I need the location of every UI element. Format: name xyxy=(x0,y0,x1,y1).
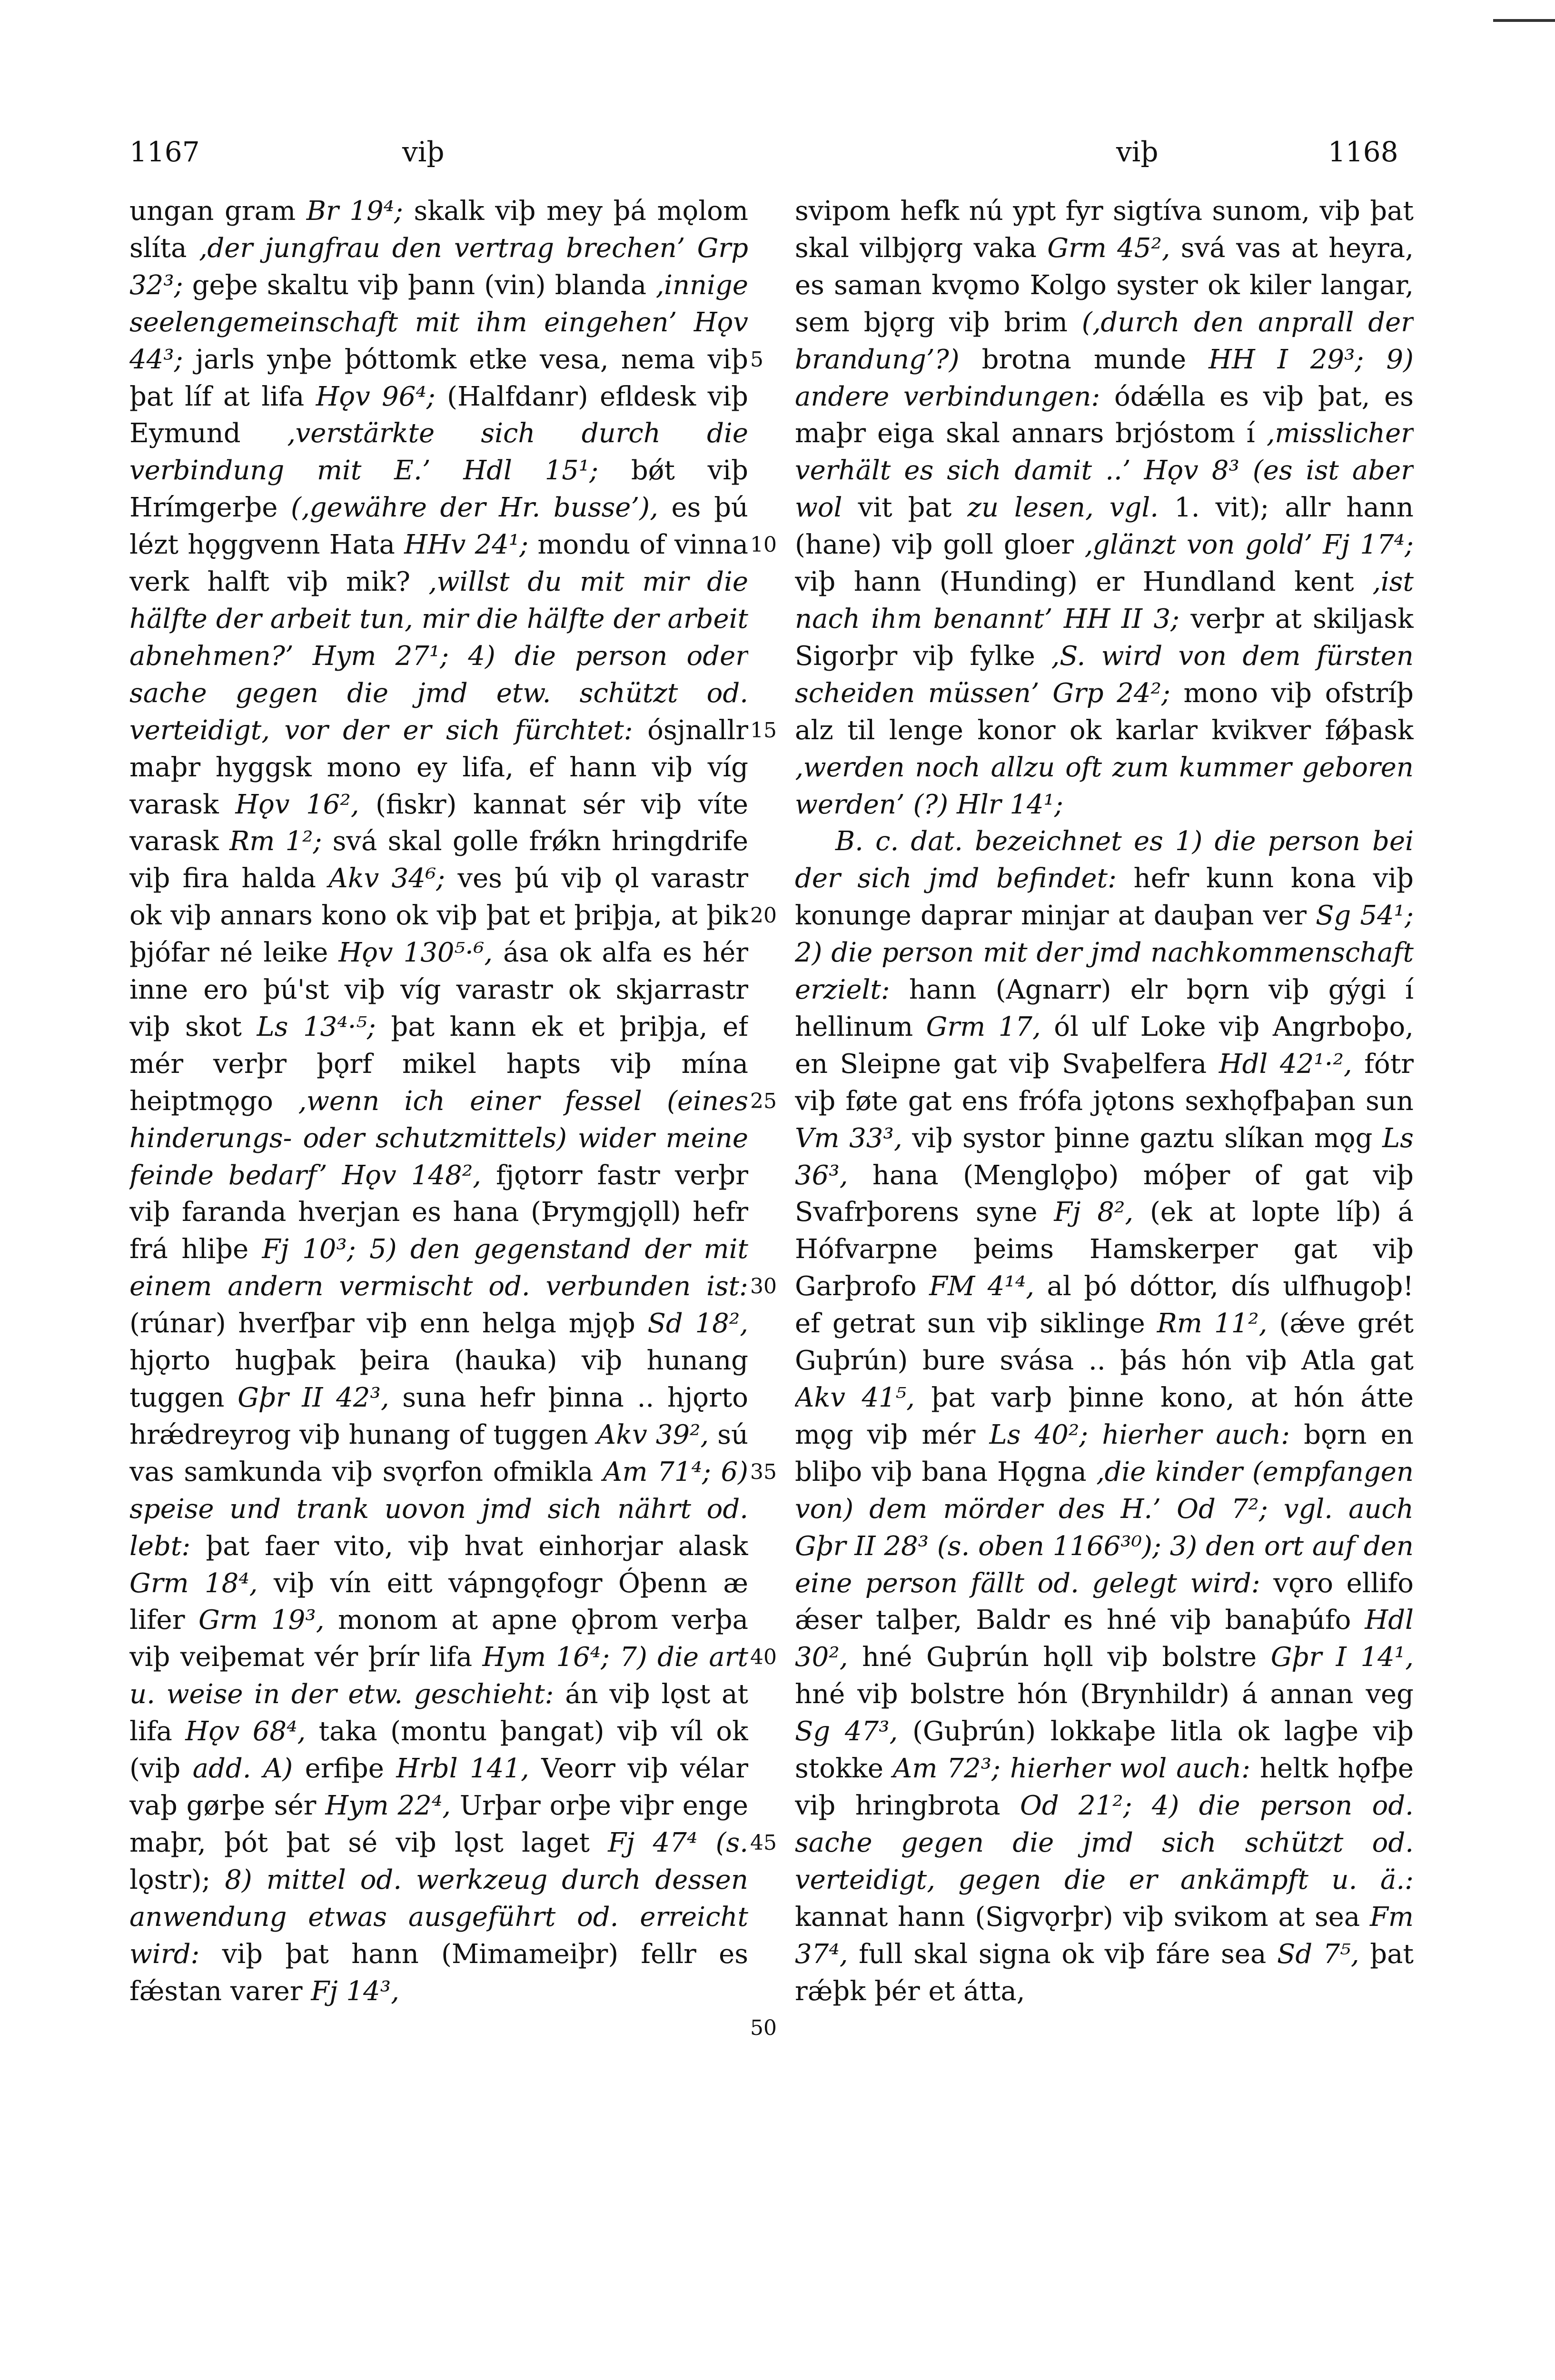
line-number: 40 xyxy=(750,1645,777,1670)
line-number: 5 xyxy=(750,347,763,372)
left-column xyxy=(129,193,748,2380)
line-number-gutter xyxy=(750,193,783,2335)
left-headword: viþ xyxy=(402,136,445,168)
right-column-paragraph: B. c. dat. bezeichnet es 1) die person bei der sich jmd befindet: hefr kunn kona viþ konunge daprar minjar at dauþan ver Sg 54¹; 2) die person mit der jmd nachkommenschaft erzielt: hann (Agnarr) elr bǫrn viþ gýgi í hellinum Grm 17, ól ulf Loke viþ Angrboþo, en Sleipne gat viþ Svaþelfera Hdl 42¹·², fótr viþ føte gat ens frófa jǫtons sexhǫfþaþan sun Vm 33³, viþ systor þinne gaztu slíkan mǫg Ls 36³, hana (Menglǫþo) móþer of gat viþ Svafrþorens syne Fj 8², (ek at lopte líþ) á Hófvarpne þeims Hamskerper gat viþ Garþrofo FM 4¹⁴, al þó dóttor, dís ulfhugoþ! ef getrat sun viþ siklinge Rm 11², (ǽve grét Guþrún) bure svása .. þás hón viþ Atla gat Akv 41⁵, þat varþ þinne kono, at hón átte mǫg viþ mér Ls 40²; hierher auch: bǫrn en bliþo viþ bana Hǫgna ‚die kinder (empfangen von) dem mörder des H.’ Od 7²; vgl. auch Gþr II 28³ (s. oben 1166³⁰); 3) den ort auf den eine person fällt od. gelegt wird: vǫro ellifo ǽser talþer, Baldr es hné viþ banaþúfo Hdl 30², hné Guþrún hǫll viþ bolstre Gþr I 14¹, hné viþ bolstre hón (Brynhildr) á annan veg Sg 47³, (Guþrún) lokkaþe litla ok lagþe viþ stokke Am 72³; hierher wol auch: heltk hǫfþe viþ hringbrota Od 21²; 4) die person od. sache gegen die jmd sich schützt od. verteidigt, gegen die er ankämpft u. ä.: kannat hann (Sigvǫrþr) viþ svikom at sea Fm 37⁴, full skal signa ok viþ fáre sea Sd 7⁵, þat rǽþk þér et átta, xyxy=(795,826,1414,2007)
left-page-number: 1167 xyxy=(129,136,200,168)
line-number: 25 xyxy=(750,1089,777,1113)
line-number: 20 xyxy=(750,903,777,928)
right-headword: viþ xyxy=(1116,136,1159,168)
page-header xyxy=(0,136,1555,174)
line-number: 10 xyxy=(750,533,777,557)
line-number: 35 xyxy=(750,1459,777,1484)
right-column-paragraph: svipom hefk nú ypt fyr sigtíva sunom, viþ þat skal vilbjǫrg vaka Grm 45², svá vas at heyra, es saman kvǫmo Kolgo syster ok kiler langar, sem bjǫrg viþ brim (‚durch den anprall der brandung’?) brotna munde HH I 29³; 9) andere verbindungen: ódǽlla es viþ þat, es maþr eiga skal annars brjóstom í ‚misslicher verhält es sich damit ..’ Hǫv 8³ (es ist aber wol vit þat zu lesen, vgl. 1. vit); allr hann (hane) viþ goll gloer ‚glänzt von gold’ Fj 17⁴; viþ hann (Hunding) er Hundland kent ‚ist nach ihm benannt’ HH II 3; verþr at skiljask Sigorþr viþ fylke ‚S. wird von dem fürsten scheiden müssen’ Grp 24²; mono viþ ofstríþ alz til lenge konor ok karlar kvikver fǿþask ‚werden noch allzu oft zum kummer geboren werden’ (?) Hlr 14¹; xyxy=(795,196,1414,820)
line-number: 30 xyxy=(750,1274,777,1299)
line-number: 15 xyxy=(750,718,777,743)
line-number: 45 xyxy=(750,1830,777,1855)
page-corner-mark xyxy=(1493,0,1555,22)
right-column xyxy=(795,193,1414,2380)
line-number: 50 xyxy=(750,2016,777,2041)
left-column-paragraph: ungan gram Br 19⁴; skalk viþ mey þá mǫlom slíta ‚der jungfrau den vertrag brechen’ Grp 32³; geþe skaltu viþ þann (vin) blanda ‚innige seelengemeinschaft mit ihm eingehen’ Hǫv 44³; jarls ynþe þóttomk etke vesa, nema viþ þat líf at lifa Hǫv 96⁴; (Halfdanr) efldesk viþ Eymund ‚verstärkte sich durch die verbindung mit E.’ Hdl 15¹; bǿt viþ Hrímgerþe (‚gewähre der Hr. busse’), es þú lézt hǫggvenn Hata HHv 24¹; mondu of vinna verk halft viþ mik? ‚willst du mit mir die hälfte der arbeit tun, mir die hälfte der arbeit abnehmen?’ Hym 27¹; 4) die person oder sache gegen die jmd etw. schützt od. verteidigt, vor der er sich fürchtet: ósjnallr maþr hyggsk mono ey lifa, ef hann viþ víg varask Hǫv 16², (fiskr) kannat sér viþ víte varask Rm 1²; svá skal golle frǿkn hringdrife viþ fira halda Akv 34⁶; ves þú viþ ǫl varastr ok viþ annars kono ok viþ þat et þriþja, at þik þjófar né leike Hǫv 130⁵·⁶, ása ok alfa es hér inne ero þú'st viþ víg varastr ok skjarrastr viþ skot Ls 13⁴·⁵; þat kann ek et þriþja, ef mér verþr þǫrf mikel hapts viþ mína heiptmǫgo ‚wenn ich einer fessel (eines hinderungs- oder schutzmittels) wider meine feinde bedarf’ Hǫv 148², fjǫtorr fastr verþr viþ faranda hverjan es hana (Þrymgjǫll) hefr frá hliþe Fj 10³; 5) den gegenstand der mit einem andern vermischt od. verbunden ist: (rúnar) hverfþar viþ enn helga mjǫþ Sd 18², hjǫrto hugþak þeira (hauka) viþ hunang tuggen Gþr II 42³, suna hefr þinna .. hjǫrto hrǽdreyrog viþ hunang of tuggen Akv 39², sú vas samkunda viþ svǫrfon ofmikla Am 71⁴; 6) speise und trank uovon jmd sich nährt od. lebt: þat faer vito, viþ hvat einhorjar alask Grm 18⁴, viþ vín eitt vápngǫfogr Óþenn æ lifer Grm 19³, monom at apne ǫþrom verþa viþ veiþemat vér þrír lifa Hym 16⁴; 7) die art u. weise in der etw. geschieht: án viþ lǫst at lifa Hǫv 68⁴, taka (montu þangat) viþ víl ok (viþ add. A) erfiþe Hrbl 141, Veorr viþ vélar vaþ gørþe sér Hym 22⁴, Urþar orþe viþr enge maþr, þót þat sé viþ lǫst laget Fj 47⁴ (s. lǫstr); 8) mittel od. werkzeug durch dessen anwendung etwas ausgeführt od. erreicht wird: viþ þat hann (Mimameiþr) fellr es fǽstan varer Fj 14³, xyxy=(129,196,748,2007)
right-page-number: 1168 xyxy=(1328,136,1398,168)
